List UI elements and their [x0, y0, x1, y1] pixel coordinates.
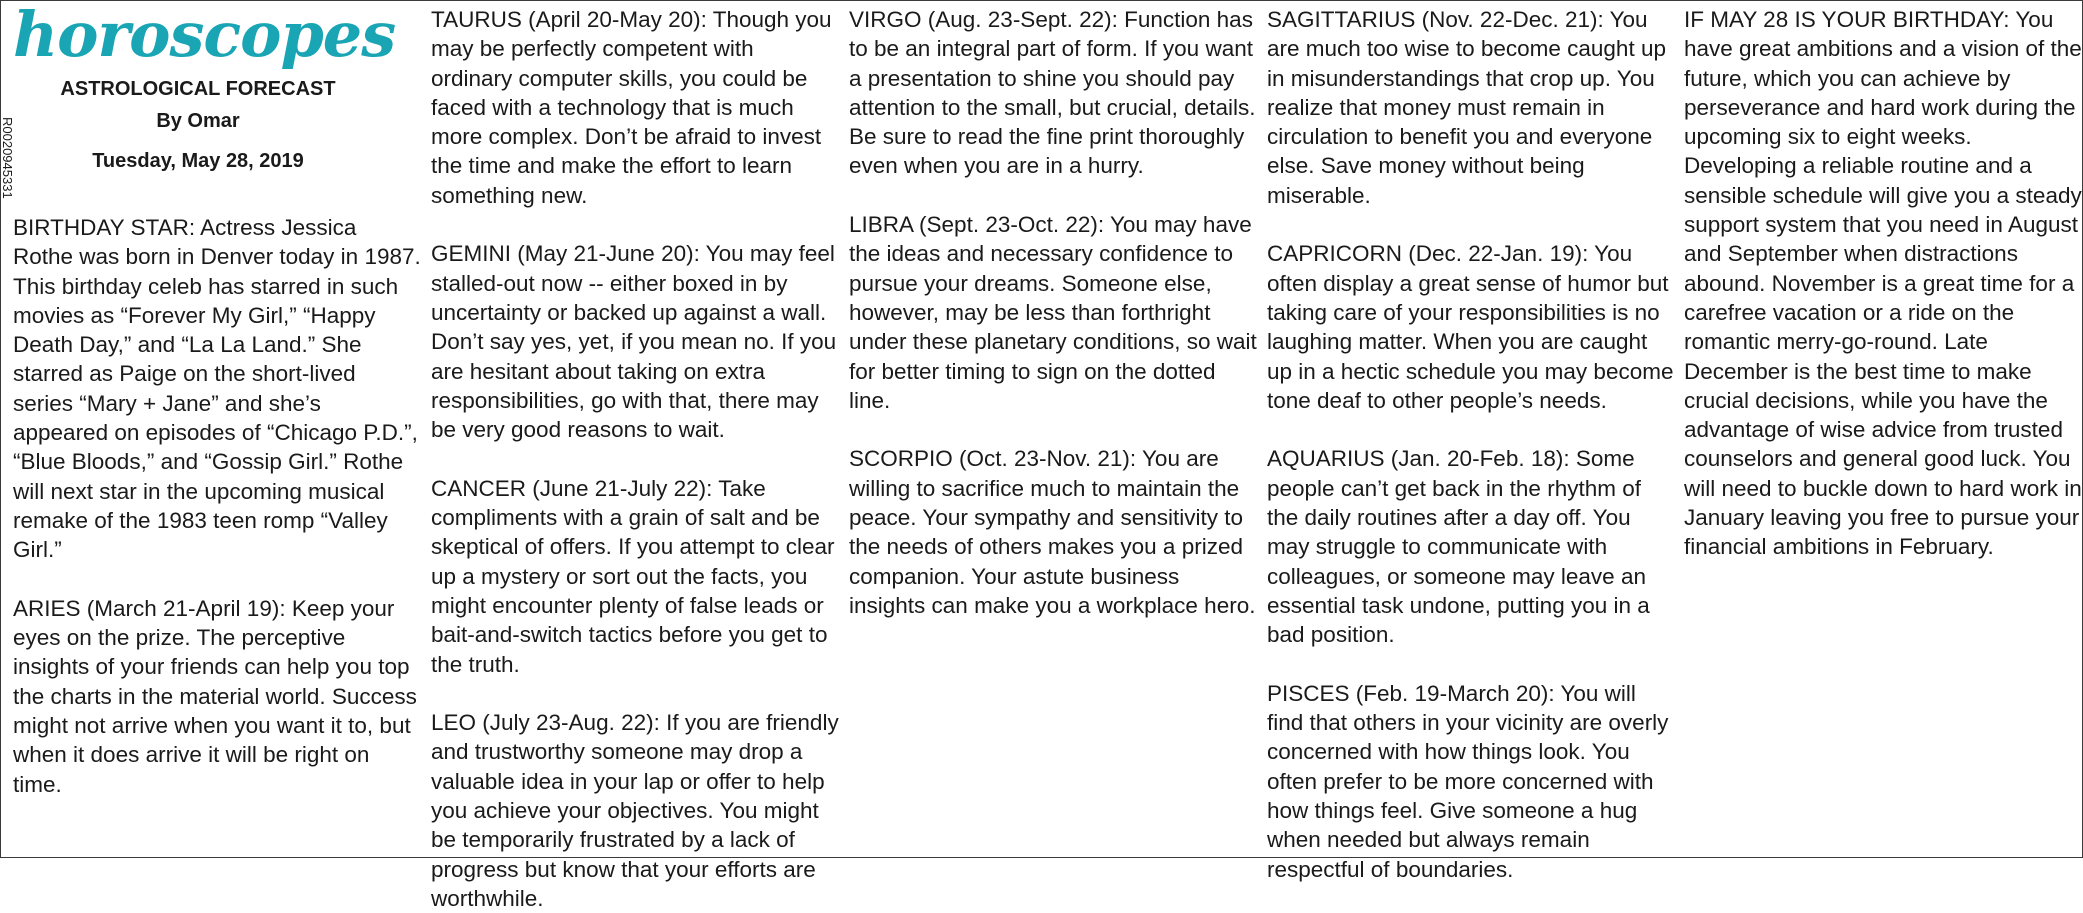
- side-id-code: R0020945331: [0, 117, 15, 199]
- libra-paragraph: LIBRA (Sept. 23-Oct. 22): You may have the ideas and necessary confidence to pursue your dreams. Someone else, however, may be less than forthright under these planetary conditions, so wait for better timing to sign on the dotted line.: [849, 212, 1257, 413]
- publication-date: Tuesday, May 28, 2019: [92, 150, 304, 172]
- leo-paragraph: LEO (July 23-Aug. 22): If you are friendly and trustworthy someone may drop a valuable idea in your lap or offer to help you achieve your objectives. You might be temporarily frustrated by a lack of progress but know that your efforts are worthwhile.: [431, 710, 839, 911]
- sagittarius-paragraph: SAGITTARIUS (Nov. 22-Dec. 21): You are much too wise to become caught up in misunderstandings that crop up. You realize that money must remain in circulation to benefit you and everyone else. Save money without being miserable.: [1267, 7, 1666, 208]
- column-4: [1267, 5, 1675, 882]
- horoscopes-title: horoscopes: [13, 0, 396, 71]
- birthday-paragraph: IF MAY 28 IS YOUR BIRTHDAY: You have great ambitions and a vision of the future, which you can achieve by perseverance and hard work during the upcoming six to eight weeks. Developing a reliable routine and a sensible schedule will give you a steady support system that you need in August and September when distractions abound. November is a great time for a carefree vacation or a ride on the romantic merry-go-round. Late December is the best time to make crucial decisions, while you have the advantage of wise advice from trusted counselors and general good luck. You will need to buckle down to hard work in January leaving you free to pursue your financial ambitions in February.: [1684, 7, 2082, 560]
- byline: By Omar: [156, 110, 240, 132]
- scorpio-paragraph: SCORPIO (Oct. 23-Nov. 21): You are willing to sacrifice much to maintain the peace. Your sympathy and sensitivity to the needs of others makes you a prized companion. Your astute business insights can make you a workplace hero.: [849, 446, 1256, 618]
- pisces-paragraph: PISCES (Feb. 19-March 20): You will find that others in your vicinity are overly concerned with how things look. You often prefer to be more concerned with how things feel. Give someone a hug when needed but always remain respectful of boundaries.: [1267, 680, 1669, 882]
- column-1: [13, 0, 421, 855]
- taurus-paragraph: TAURUS (April 20-May 20): Though you may be perfectly competent with ordinary computer skills, you could be faced with a technology that is much more complex. Don’t be afraid to invest the time and make the effort to learn something new.: [431, 7, 832, 208]
- cancer-paragraph: CANCER (June 21-July 22): Take compliments with a grain of salt and be skeptical of offers. If you attempt to clear up a mystery or sort out the facts, you might encounter plenty of false leads or bait-and-switch tactics before you get to the truth.: [431, 475, 835, 677]
- gemini-paragraph: GEMINI (May 21-June 20): You may feel stalled-out now -- either boxed in by uncertainty or backed up against a wall. Don’t say yes, yet, if you mean no. If you are hesitant about taking on extra responsibilities, go with that, there may be very good reasons to wait.: [431, 241, 837, 443]
- column-5: [1684, 5, 2082, 855]
- masthead: [13, 0, 396, 175]
- virgo-paragraph: VIRGO (Aug. 23-Sept. 22): Function has to be an integral part of form. If you want a presentation to shine you should pay attention to the small, but crucial, details. Be sure to read the fine print thoroughly even when you are in a hurry.: [849, 7, 1256, 179]
- birthday-star-paragraph: BIRTHDAY STAR: Actress Jessica Rothe was born in Denver today in 1987. This birthday celeb has starred in such movies as “Forever My Girl,” “Happy Death Day,” and “La La Land.” She starred as Paige on the short-lived series “Mary + Jane” and she’s appeared on episodes of “Chicago P.D.”, “Blue Bloods,” and “Gossip Girl.” Rothe will next star in the upcoming musical remake of the 1983 teen romp “Valley Girl.”: [13, 215, 421, 563]
- capricorn-paragraph: CAPRICORN (Dec. 22-Jan. 19): You often display a great sense of humor but taking care of your responsibilities is no laughing matter. When you are caught up in a hectic schedule you may become tone deaf to other people’s needs.: [1267, 241, 1674, 413]
- aries-paragraph: ARIES (March 21-April 19): Keep your eyes on the prize. The perceptive insights of your friends can help you top the charts in the material world. Success might not arrive when you want it to, but when it does arrive it will be right on time.: [13, 595, 417, 797]
- column-3: [849, 5, 1257, 855]
- column-2: [431, 5, 839, 911]
- forecast-subtitle: ASTROLOGICAL FORECAST: [60, 78, 336, 100]
- aquarius-paragraph: AQUARIUS (Jan. 20-Feb. 18): Some people can’t get back in the rhythm of the daily routines after a day off. You may struggle to communicate with colleagues, or someone may leave an essential task undone, putting you in a bad position.: [1267, 446, 1650, 648]
